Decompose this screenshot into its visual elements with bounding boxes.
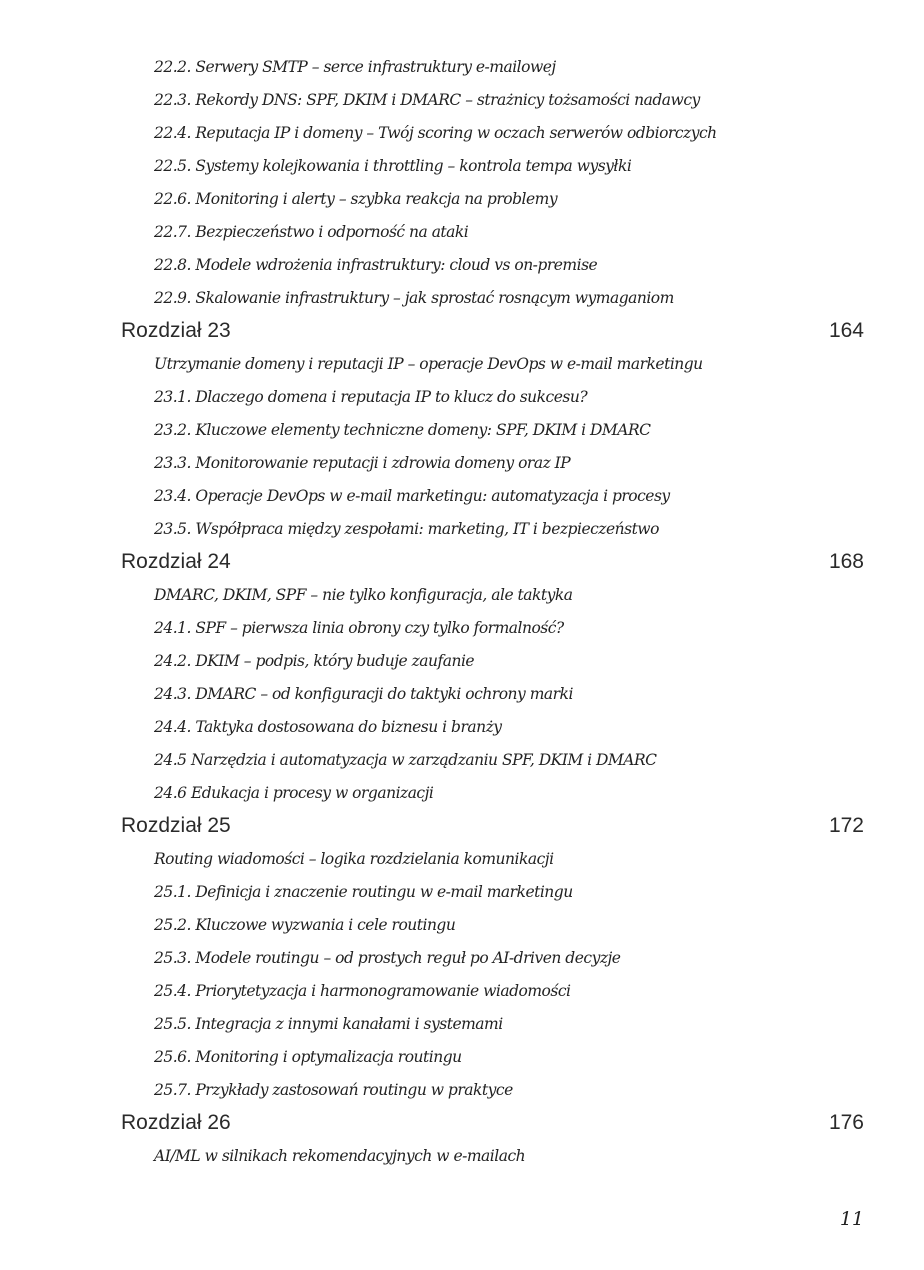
section-title: 23.4. Operacje DevOps w e-mail marketingu: automatyzacja i procesy [154,486,670,505]
toc-chapter-row[interactable] [121,809,864,842]
section-title: 22.8. Modele wdrożenia infrastruktury: cloud vs on-premise [154,255,598,274]
toc-section-entry[interactable] [121,248,864,281]
table-of-contents [121,50,864,1172]
toc-chapter-row[interactable] [121,1106,864,1139]
toc-chapter-row[interactable] [121,545,864,578]
toc-section-entry[interactable] [121,611,864,644]
toc-section-entry[interactable] [121,842,864,875]
section-title: 25.2. Kluczowe wyzwania i cele routingu [154,915,456,934]
chapter-page-number: 172 [828,813,864,837]
section-title: 24.4. Taktyka dostosowana do biznesu i branży [154,717,502,736]
chapter-page-number: 176 [828,1110,864,1134]
toc-section-entry[interactable] [121,710,864,743]
section-title: 24.3. DMARC – od konfiguracji do taktyki ochrony marki [154,684,573,703]
section-title: 25.7. Przykłady zastosowań routingu w praktyce [154,1080,513,1099]
section-title: Utrzymanie domeny i reputacji IP – operacje DevOps w e-mail marketingu [154,354,703,373]
toc-section-entry[interactable] [121,974,864,1007]
section-title: 23.3. Monitorowanie reputacji i zdrowia domeny oraz IP [154,453,571,472]
toc-section-entry[interactable] [121,578,864,611]
toc-chapter-row[interactable] [121,314,864,347]
toc-section-entry[interactable] [121,479,864,512]
chapter-page-number: 164 [828,318,864,342]
section-title: 22.3. Rekordy DNS: SPF, DKIM i DMARC – strażnicy tożsamości nadawcy [154,90,700,109]
toc-section-entry[interactable] [121,677,864,710]
toc-section-entry[interactable] [121,1040,864,1073]
section-title: DMARC, DKIM, SPF – nie tylko konfiguracja, ale taktyka [154,585,573,604]
toc-section-entry[interactable] [121,1007,864,1040]
section-title: AI/ML w silnikach rekomendacyjnych w e-mailach [154,1146,526,1165]
toc-section-entry[interactable] [121,941,864,974]
toc-section-entry[interactable] [121,512,864,545]
toc-section-entry[interactable] [121,908,864,941]
section-title: 23.2. Kluczowe elementy techniczne domeny: SPF, DKIM i DMARC [154,420,651,439]
toc-section-entry[interactable] [121,347,864,380]
section-title: 25.1. Definicja i znaczenie routingu w e-mail marketingu [154,882,573,901]
toc-section-entry[interactable] [121,380,864,413]
section-title: 24.1. SPF – pierwsza linia obrony czy tylko formalność? [154,618,564,637]
toc-section-entry[interactable] [121,281,864,314]
section-title: 24.6 Edukacja i procesy w organizacji [154,783,434,802]
page-number: 11 [839,1208,864,1230]
section-title: 25.5. Integracja z innymi kanałami i systemami [154,1014,503,1033]
toc-section-entry[interactable] [121,149,864,182]
toc-section-entry[interactable] [121,116,864,149]
toc-section-entry[interactable] [121,413,864,446]
chapter-page-number: 168 [828,549,864,573]
section-title: 25.4. Priorytetyzacja i harmonogramowanie wiadomości [154,981,571,1000]
chapter-title: Rozdział 25 [121,813,231,837]
section-title: Routing wiadomości – logika rozdzielania komunikacji [154,849,554,868]
toc-section-entry[interactable] [121,875,864,908]
toc-section-entry[interactable] [121,743,864,776]
toc-section-entry[interactable] [121,776,864,809]
section-title: 25.3. Modele routingu – od prostych reguł po AI-driven decyzje [154,948,621,967]
section-title: 22.6. Monitoring i alerty – szybka reakcja na problemy [154,189,558,208]
section-title: 23.1. Dlaczego domena i reputacja IP to klucz do sukcesu? [154,387,588,406]
toc-section-entry[interactable] [121,1073,864,1106]
toc-section-entry[interactable] [121,446,864,479]
section-title: 22.2. Serwery SMTP – serce infrastruktury e-mailowej [154,57,556,76]
section-title: 24.2. DKIM – podpis, który buduje zaufanie [154,651,475,670]
toc-section-entry[interactable] [121,644,864,677]
section-title: 24.5 Narzędzia i automatyzacja w zarządzaniu SPF, DKIM i DMARC [154,750,657,769]
toc-section-entry[interactable] [121,83,864,116]
section-title: 25.6. Monitoring i optymalizacja routingu [154,1047,462,1066]
section-title: 22.4. Reputacja IP i domeny – Twój scoring w oczach serwerów odbiorczych [154,123,717,142]
chapter-title: Rozdział 26 [121,1110,231,1134]
toc-section-entry[interactable] [121,1139,864,1172]
toc-section-entry[interactable] [121,215,864,248]
section-title: 22.7. Bezpieczeństwo i odporność na ataki [154,222,469,241]
section-title: 23.5. Współpraca między zespołami: marketing, IT i bezpieczeństwo [154,519,659,538]
section-title: 22.5. Systemy kolejkowania i throttling – kontrola tempa wysyłki [154,156,632,175]
toc-section-entry[interactable] [121,50,864,83]
chapter-title: Rozdział 23 [121,318,231,342]
toc-section-entry[interactable] [121,182,864,215]
chapter-title: Rozdział 24 [121,549,231,573]
section-title: 22.9. Skalowanie infrastruktury – jak sprostać rosnącym wymaganiom [154,288,674,307]
